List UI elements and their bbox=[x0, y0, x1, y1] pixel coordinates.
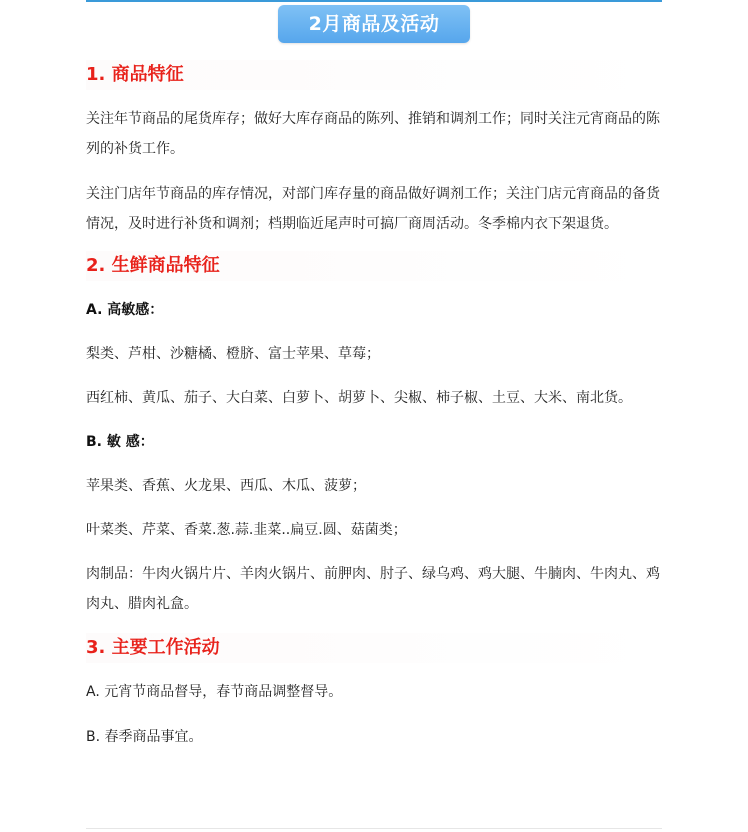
subheading-sensitivity: B. 敏 感： bbox=[86, 434, 154, 450]
list-item: 肉制品：牛肉火锅片片、羊肉火锅片、前胛肉、肘子、绿乌鸡、鸡大腿、牛腩肉、牛肉丸、鸡肉丸、腊肉礼盒。 bbox=[86, 566, 660, 612]
list-item: 梨类、芦柑、沙糖橘、橙脐、富士苹果、草莓； bbox=[86, 346, 380, 362]
subheading-high-sensitivity: A. 高敏感： bbox=[86, 302, 164, 318]
title-badge: 2月商品及活动 bbox=[278, 5, 470, 43]
top-divider bbox=[86, 0, 662, 2]
paragraph: 关注年节商品的尾货库存；做好大库存商品的陈列、推销和调剂工作；同时关注元宵商品的陈列的补货工作。 bbox=[86, 111, 660, 157]
section-heading-main-work-activities: 3. 主要工作活动 bbox=[86, 633, 666, 663]
article-content bbox=[86, 60, 666, 752]
paragraph: A. 元宵节商品督导，春节商品调整督导。 bbox=[86, 684, 343, 700]
section-heading-product-features: 1. 商品特征 bbox=[86, 60, 666, 90]
section-heading-fresh-product-features: 2. 生鲜商品特征 bbox=[86, 251, 666, 281]
bottom-divider bbox=[86, 828, 662, 829]
paragraph: 关注门店年节商品的库存情况，对部门库存量的商品做好调剂工作；关注门店元宵商品的备货情况，及时进行补货和调剂；档期临近尾声时可搞厂商周活动。冬季棉内衣下架退货。 bbox=[86, 186, 660, 232]
list-item: 苹果类、香蕉、火龙果、西瓜、木瓜、菠萝； bbox=[86, 478, 366, 494]
list-item: 西红柿、黄瓜、茄子、大白菜、白萝卜、胡萝卜、尖椒、柿子椒、土豆、大米、南北货。 bbox=[86, 390, 632, 406]
paragraph: B. 春季商品事宜。 bbox=[86, 729, 203, 745]
list-item: 叶菜类、芹菜、香菜.葱.蒜.韭菜..扁豆.圆、菇菌类； bbox=[86, 522, 407, 538]
